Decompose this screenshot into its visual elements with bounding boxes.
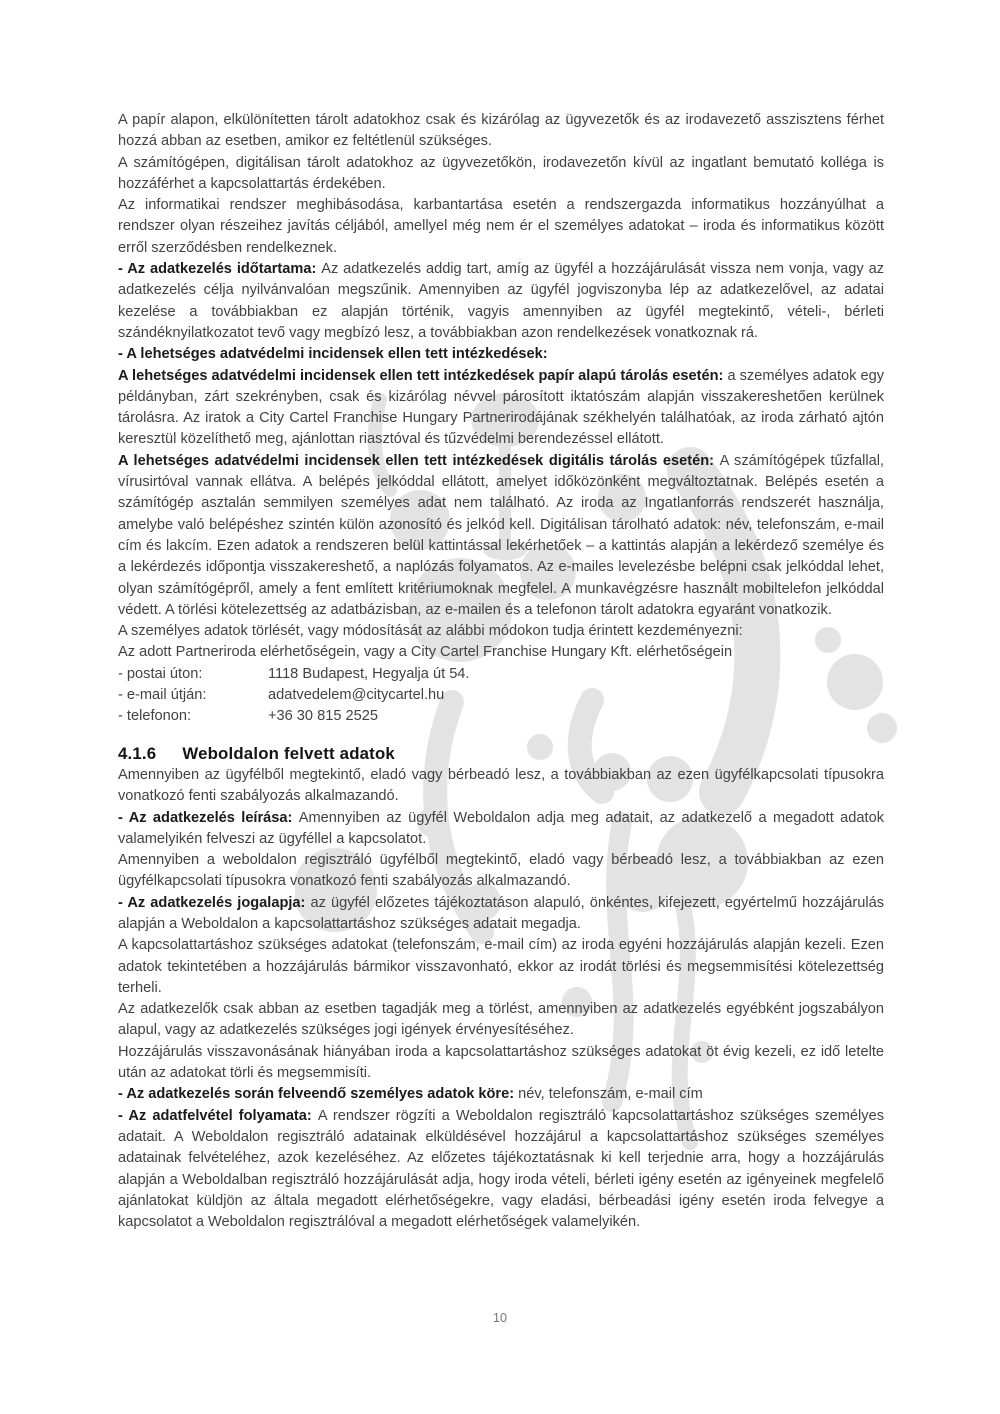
document-content <box>118 110 884 1233</box>
paragraph <box>118 765 884 808</box>
paragraph <box>118 366 884 451</box>
text-run: Az adott Partneriroda elérhetőségein, vagy a City Cartel Franchise Hungary Kft. elérhetőségein <box>118 644 733 661</box>
text-run: név, telefonszám, e-mail cím <box>518 1086 703 1103</box>
paragraph <box>118 451 884 621</box>
paragraph <box>118 259 884 344</box>
bold-run: - Az adatfelvétel folyamata: <box>118 1107 318 1124</box>
bold-run: - Az adatkezelés jogalapja: <box>118 894 311 911</box>
text-run: A kapcsolattartáshoz szükséges adatokat (telefonszám, e-mail cím) az iroda egyéni hozzájárulás alapján kezeli. Ezen adatok tekintetében a hozzájárulás bármikor visszavonható, ekkor az irodát törlési és megsemmisítési kötelezettség terheli. <box>118 937 884 996</box>
paragraph <box>118 344 884 365</box>
bold-run: - Az adatkezelés leírása: <box>118 809 299 826</box>
text-run: a személyes adatok egy példányban, zárt szekrényben, csak és kizárólag névvel párosított iktatószám alapján visszakereshetően kerülnek tárolásra. Az iratok a City Cartel Franchise Hungary Partnerirodájának székhelyén találhatóak, az iroda zárható ajtón keresztül közelíthető meg, ajánlottan riasztóval és tűzvédelmi berendezéssel ellátott. <box>118 367 885 448</box>
text-run: A személyes adatok törlését, vagy módosítását az alábbi módokon tudja érintett kezdeményezni: <box>118 623 743 640</box>
contact-row <box>118 706 884 727</box>
bold-run: A lehetséges adatvédelmi incidensek ellen tett intézkedések digitális tárolás esetén: <box>118 452 720 469</box>
paragraph <box>118 850 884 893</box>
bold-run: A lehetséges adatvédelmi incidensek ellen tett intézkedések papír alapú tárolás esetén: <box>118 367 728 384</box>
paragraph <box>118 893 884 936</box>
section-number: 4.1.6 <box>118 743 157 763</box>
paragraph <box>118 1106 884 1234</box>
text-run: Az adatkezelők csak abban az esetben tagadják meg a törlést, amennyiben az adatkezelés egyébként jogszabályon alapul, vagy az adatkezelés szükséges jogi igények érvényesítéséhez. <box>118 1001 884 1039</box>
section-title: Weboldalon felvett adatok <box>182 743 395 763</box>
contact-label: - e-mail útján: <box>118 687 207 704</box>
text-run: Hozzájárulás visszavonásának hiányában iroda a kapcsolattartáshoz szükséges adatokat öt évig kezeli, ez idő letelte után az adatokat törli és megsemmisíti. <box>118 1043 884 1082</box>
text-run: Az adatkezelés addig tart, amíg az ügyfél a hozzájárulását vissza nem vonja, vagy az adatkezelés célja nyilvánvalóan megszűnik. Amennyiben az ügyfél jogviszonyba lép az adatkezelővel, az adatai kezelése a továbbiakban ez alapján történik, vagyis amennyiben az ügyfél megtekintő, vételi-, bérleti szándéknyilatkozatot tevő vagy megbízó lesz, a továbbiakban azon rendelkezések vonatkoznak rá. <box>118 261 884 341</box>
section-heading <box>118 743 884 764</box>
text-run: Az informatikai rendszer meghibásodása, karbantartása esetén a rendszergazda informatikus hozzányúlhat a rendszer olyan részeihez javítás céljából, amellyel még nem ér el személyes adatokat – iroda és informatikus között erről szerződésben rendelkeznek. <box>118 197 884 256</box>
text-run: Amennyiben az ügyfél Weboldalon adja meg adatait, az adatkezelő a megadott adatok valamelyikén felveszi az ügyféllel a kapcsolatot. <box>118 809 884 847</box>
text-run: A számítógépek tűzfallal, vírusirtóval vannak ellátva. A belépés jelkóddal ellátott, amelyet időközönként megváltoztatnak. Belépés esetén a számítógép asztalán semmilyen személyes adat nem található. Az iroda az Ingatlanforrás rendszerét használja, amelybe való belépéshez szintén külön azonosító és jelkód kell. Digitálisan tárolható adatok: név, telefonszám, e-mail cím és lakcím. Ezen adatok a rendszeren belül kattintással lekérhetőek – a kattintás alapján a lekérdező személye és a lekérdezés időpontja visszakereshető, a naplózás folyamatos. Az e-mailes levelezésbe belépni csak jelkóddal lehet, olyan számítógépről, amely a fent említett kritériumoknak megfelel. A munkavégzésre használt mobiltelefon jelkóddal védett. A törlési kötelezettség az adatbázisban, az e-mailen és a telefonon tárolt adatokra egyaránt vonatkozik. <box>118 452 884 618</box>
text-run: Amennyiben az ügyfélből megtekintő, eladó vagy bérbeadó lesz, a továbbiakban az ezen ügyfélkapcsolati típusokra vonatkozó fenti szabályozás alkalmazandó. <box>118 766 884 805</box>
contact-value: +36 30 815 2525 <box>268 708 378 725</box>
text-run: A papír alapon, elkülönítetten tárolt adatokhoz csak és kizárólag az ügyvezetők és az irodavezető asszisztens férhet hozzá abban az esetben, amikor ez feltétlenül szükséges. <box>118 112 884 150</box>
paragraph <box>118 110 884 153</box>
bold-run: - Az adatkezelés időtartama: <box>118 261 322 278</box>
paragraph <box>118 621 884 642</box>
paragraph <box>118 1042 884 1085</box>
text-run: Amennyiben a weboldalon regisztráló ügyfélből megtekintő, eladó vagy bérbeadó lesz, a továbbiakban az ezen ügyfélkapcsolati típusokra vonatkozó fenti szabályozás alkalmazandó. <box>118 852 884 890</box>
text-run: az ügyfél előzetes tájékoztatáson alapuló, önkéntes, kifejezett, egyértelmű hozzájárulás alapján a Weboldalon a kapcsolattartáshoz szükséges adatait megadja. <box>118 894 885 932</box>
paragraph <box>118 999 884 1042</box>
contact-value: adatvedelem@citycartel.hu <box>268 687 445 704</box>
contact-label: - telefonon: <box>118 708 192 725</box>
contact-row <box>118 664 884 685</box>
contact-value: 1118 Budapest, Hegyalja út 54. <box>268 665 470 682</box>
paragraph <box>118 642 884 663</box>
bold-run: - A lehetséges adatvédelmi incidensek ellen tett intézkedések: <box>118 346 548 363</box>
paragraph <box>118 808 884 851</box>
contact-row <box>118 685 884 706</box>
contact-label: - postai úton: <box>118 665 203 682</box>
paragraph <box>118 153 884 196</box>
text-run: A rendszer rögzíti a Weboldalon regisztráló kapcsolattartáshoz szükséges személyes adatait. A Weboldalon regisztráló adatainak elküldésével hozzájárul a kapcsolattartáshoz szükséges személyes adatainak felvételéhez, azok kezeléséhez. Az előzetes tájékoztatásnak ki kell terjednie arra, hogy a hozzájárulás alapján a Weboldalban regisztráló hozzájárulását adja, hogy iroda vételi, bérleti igény esetén az igényeinek megfelelő ajánlatokat küldjön az általa megadott elérhetőségekre, vagy eladási, bérbeadási igény esetén iroda felvegye a kapcsolatot a Weboldalon regisztrálóval a megadott elérhetőségek valamelyikén. <box>118 1107 884 1231</box>
paragraph <box>118 195 884 259</box>
paragraph <box>118 935 884 999</box>
paragraph <box>118 1084 884 1105</box>
text-run: A számítógépen, digitálisan tárolt adatokhoz az ügyvezetőkön, irodavezetőn kívül az ingatlant bemutató kolléga is hozzáférhet a kapcsolattartás érdekében. <box>118 154 884 192</box>
page-number: 10 <box>493 1311 507 1325</box>
bold-run: - Az adatkezelés során felveendő személyes adatok köre: <box>118 1086 519 1103</box>
